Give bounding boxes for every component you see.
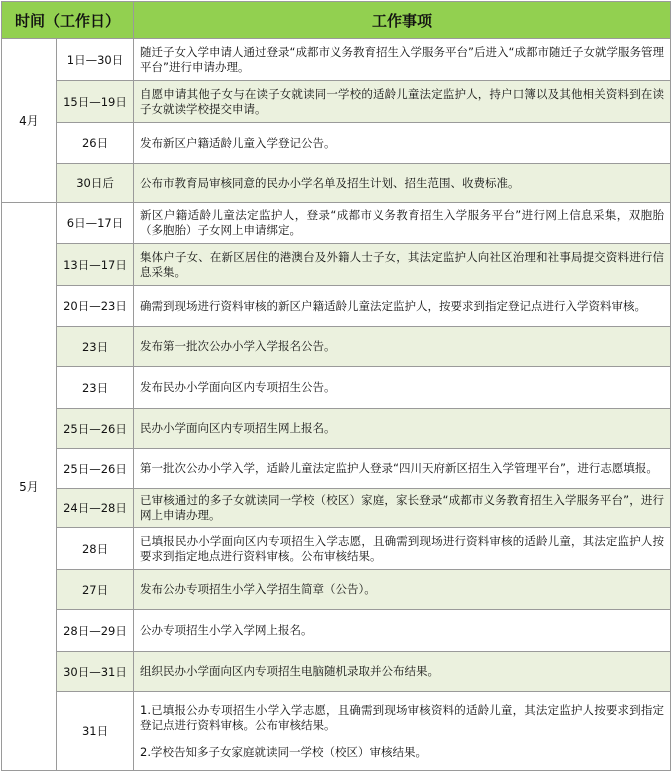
table-row — [2, 652, 671, 692]
work-item: 新区户籍适龄儿童法定监护人，登录“成都市义务教育招生入学服务平台”进行网上信息采集，双胞胎（多胞胎）子女网上申请绑定。 — [134, 203, 671, 244]
work-item: 公布市教育局审核同意的民办小学名单及招生计划、招生范围、收费标准。 — [134, 164, 671, 203]
date-cell: 28日—29日 — [57, 610, 134, 652]
date-cell: 25日—26日 — [57, 409, 134, 449]
date-cell: 15日—19日 — [57, 81, 134, 123]
work-item: 发布新区户籍适龄儿童入学登记公告。 — [134, 123, 671, 164]
table-header-row — [2, 2, 671, 39]
table-row — [2, 367, 671, 409]
date-cell: 23日 — [57, 327, 134, 367]
date-cell: 28日 — [57, 528, 134, 570]
work-item: 组织民办小学面向区内专项招生电脑随机录取并公布结果。 — [134, 652, 671, 692]
work-item: 第一批次公办小学入学，适龄儿童法定监护人登录“四川天府新区招生入学管理平台”，进行志愿填报。 — [134, 449, 671, 489]
header-time: 时间（工作日） — [2, 2, 134, 39]
date-cell: 30日—31日 — [57, 652, 134, 692]
table-row — [2, 123, 671, 164]
table-row — [2, 81, 671, 123]
table-row — [2, 286, 671, 327]
work-item — [134, 692, 671, 771]
table-row — [2, 528, 671, 570]
work-item: 已审核通过的多子女就读同一学校（校区）家庭，家长登录“成都市义务教育招生入学服务平台”，进行网上申请办理。 — [134, 489, 671, 528]
work-item: 随迁子女入学申请人通过登录“成都市义务教育招生入学服务平台”后进入“成都市随迁子女就学服务管理平台”进行申请办理。 — [134, 39, 671, 81]
date-cell: 13日—17日 — [57, 244, 134, 286]
date-cell: 30日后 — [57, 164, 134, 203]
table-row — [2, 489, 671, 528]
work-item: 发布第一批次公办小学入学报名公告。 — [134, 327, 671, 367]
table-row — [2, 203, 671, 244]
work-item: 发布民办小学面向区内专项招生公告。 — [134, 367, 671, 409]
table-row — [2, 164, 671, 203]
table-row — [2, 409, 671, 449]
date-cell: 25日—26日 — [57, 449, 134, 489]
table-row — [2, 39, 671, 81]
table-row — [2, 570, 671, 610]
work-item-part-2: 2.学校告知多子女家庭就读同一学校（校区）审核结果。 — [140, 744, 427, 759]
work-item: 民办小学面向区内专项招生网上报名。 — [134, 409, 671, 449]
work-item: 发布公办专项招生小学入学招生简章（公告）。 — [134, 570, 671, 610]
date-cell: 24日—28日 — [57, 489, 134, 528]
date-cell: 6日—17日 — [57, 203, 134, 244]
enrollment-schedule-table — [1, 1, 671, 771]
table-row — [2, 692, 671, 771]
work-item-part-1: 1.已填报公办专项招生小学入学志愿，且确需到现场审核资料的适龄儿童，其法定监护人按要求到指定登记点进行资料审核。公布审核结果。 — [140, 702, 664, 732]
date-cell: 1日—30日 — [57, 39, 134, 81]
month-cell-may: 5月 — [2, 203, 57, 771]
work-item: 已填报民办小学面向区内专项招生入学志愿，且确需到现场进行资料审核的适龄儿童，其法定监护人按要求到指定地点进行资料审核。公布审核结果。 — [134, 528, 671, 570]
header-work: 工作事项 — [134, 2, 671, 39]
date-cell: 27日 — [57, 570, 134, 610]
work-item: 集体户子女、在新区居住的港澳台及外籍人士子女，其法定监护人向社区治理和社事局提交资料进行信息采集。 — [134, 244, 671, 286]
work-item: 确需到现场进行资料审核的新区户籍适龄儿童法定监护人，按要求到指定登记点进行入学资料审核。 — [134, 286, 671, 327]
date-cell: 20日—23日 — [57, 286, 134, 327]
date-cell: 26日 — [57, 123, 134, 164]
table-row — [2, 327, 671, 367]
table-row — [2, 610, 671, 652]
date-cell: 23日 — [57, 367, 134, 409]
month-cell-april: 4月 — [2, 39, 57, 203]
work-item: 公办专项招生小学入学网上报名。 — [134, 610, 671, 652]
table-row — [2, 244, 671, 286]
table-row — [2, 449, 671, 489]
work-item: 自愿申请其他子女与在读子女就读同一学校的适龄儿童法定监护人，持户口簿以及其他相关资料到在读子女就读学校提交申请。 — [134, 81, 671, 123]
date-cell: 31日 — [57, 692, 134, 771]
